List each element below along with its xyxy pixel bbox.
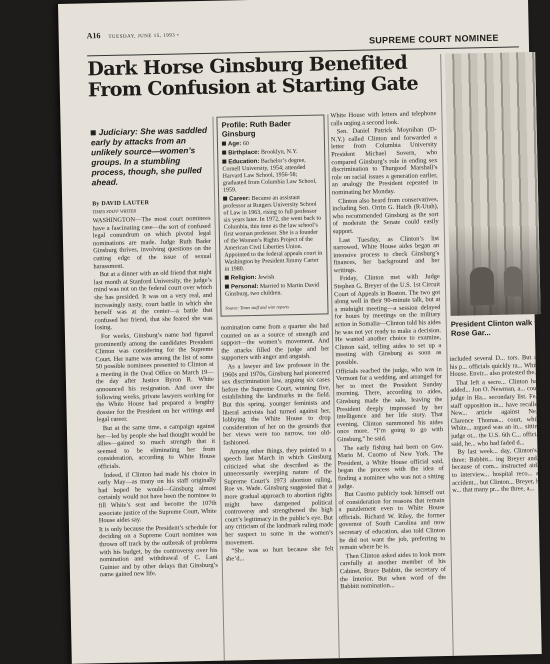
article-column-4	[449, 354, 545, 646]
section-label: SUPREME COURT NOMINEE	[368, 32, 499, 46]
byline-credit: TIMES STAFF WRITER	[92, 208, 137, 215]
profile-row	[225, 274, 323, 283]
profile-value: Married to Martin David Ginsburg, two children.	[225, 282, 320, 298]
profile-value: Brooklyn, N.Y.	[260, 149, 298, 156]
profile-row	[222, 149, 320, 158]
bullet-square-icon	[225, 276, 229, 280]
article-column-2	[221, 322, 336, 644]
profile-source: Source: Times staff and wire reports	[225, 304, 289, 311]
photo-shadow	[449, 224, 541, 316]
newspaper-page	[58, 0, 542, 664]
profile-value: Bachelor’s degree, Cornell University, 1954; attended Harvard Law School, 1956-58; graduated from Columbia Law School, 1959.	[222, 158, 317, 194]
bullet-square-icon	[222, 160, 226, 164]
profile-row	[225, 283, 323, 299]
page-number: A16	[86, 31, 101, 41]
bullet-square-icon	[222, 151, 226, 155]
headline: Dark Horse Ginsburg Benefited From Confusion at Starting Gate	[87, 51, 419, 102]
article-column-3	[330, 110, 447, 642]
profile-key: Age:	[227, 141, 242, 148]
profile-value: Became an assistant professor at Rutgers University School of Law in 1963, rising to full professor six years later. In 1972, she went back to Columbia, this time as the law school’s first woman professor. She is a founder of the Women’s Rights Project of the American Civil Liberties Union. Appointed to the federal appeals court in Washington by President Jimmy Carter in 1980.	[223, 195, 323, 273]
paragraph: But Cuomo publicly took himself out of consideration for reasons that remain a puzzlement even to White House officials. Richard W. Riley, the former governor of South Carolina and now secretary of education, also told Clinton he did not want the job, preferring to remain where he is.	[338, 489, 446, 552]
bullet-square-icon	[223, 197, 227, 201]
paragraph: Last Tuesday, as Clinton’s list narrowed, White House aides began an intensive process to check Ginsburg’s finances, her background and her writings.	[333, 234, 440, 275]
byline: By DAVID LAUTER	[92, 200, 150, 208]
paragraph: For weeks, Ginsburg’s name had figured prominently among the candidates President Clinton was considering for the Supreme Court. Her name was among the list of some 50 possible nominees presented to Clinton at a meeting in the Oval Office on March 19—the day after Justice Byron R. White announced his resignation. And over the following weeks, private lawyers working for the White House had prepared a lengthy dossier for the President on her writings and legal career.	[95, 330, 215, 424]
profile-key: Education:	[228, 159, 260, 166]
profile-row	[222, 158, 321, 195]
paragraph: White House with letters and telephone calls urging a second look.	[330, 110, 437, 127]
deck	[91, 125, 210, 187]
article-column-1	[92, 215, 219, 647]
profile-row	[223, 195, 323, 274]
paragraph: Among other things, they pointed to a speech last March in which Ginsburg criticized what she described as the unnecessarily sweeping nature of the Supreme Court’s 1973 abortion ruling, Roe vs. Wade. Ginsburg suggested that a more gradual approach to abortion rights might have dampened political controversy and strengthened the high court’s legitimacy in the public’s eye. But any criticism of the landmark ruling made her suspect to some in the women’s movement.	[223, 445, 334, 547]
bullet-square-icon	[225, 285, 229, 289]
profile-key: Religion:	[230, 275, 257, 282]
profile-box	[216, 114, 328, 316]
paragraph: Indeed, if Clinton had made his choice in early May—as many on his staff originally had hoped he would—Ginsburg almost certainly would not have been the nominee to fill White’s seat and become the 107th associate justice of the Supreme Court, White House aides say.	[97, 469, 217, 525]
profile-title: Profile: Ruth Bader Ginsburg	[221, 119, 291, 139]
profile-key: Career:	[229, 196, 251, 203]
profile-row	[222, 140, 320, 149]
photo-figure	[504, 266, 523, 296]
bullet-square-icon	[91, 130, 96, 135]
paragraph: But at a dinner with an old friend that night last month at Stanford University, the judge’s mind was not on the federal court over which she has presided. It was on a very real, and increasingly nasty, court battle in which she herself was at the center—a battle that confused her friend, that she feared she was losing.	[93, 268, 213, 332]
paragraph: By last week... day, Clinton's... three: Babbitt... ing Breyer and... because of com... instructed aid... to interview... hospital reco... an accident... but Clinton... Breyer, he w... that many pr... the three, a...	[451, 447, 543, 494]
paragraph: Sen. Daniel Patrick Moynihan (D-N.Y.) called Clinton and forwarded a letter from Columbia University President Michael Sovern, who compared Ginsburg’s role in ending sex discrimination to Thurgood Marshall’s role on racial issues a generation earlier, an analogy the President repeated in nominating her Monday.	[330, 126, 438, 197]
issue-date: TUESDAY, JUNE 15, 1993 •	[108, 33, 180, 40]
news-photo	[445, 52, 540, 316]
paragraph: WASHINGTON—The most court nominees have a fascinating case—the sort of confused legal conundrum on which pivotal legal nominations are made. Judge Ruth Bader Ginsburg thrives, involving questions on the cutting edge of the issue of sexual harassment.	[92, 214, 212, 270]
photo-caption: President Clinton walk to Rose Gar...	[450, 317, 542, 338]
bullet-square-icon	[222, 142, 226, 146]
profile-key: Birthplace:	[228, 150, 260, 157]
paragraph: As a lawyer and law professor in the 1960s and 1970s, Ginsburg had pioneered sex discrimination law, arguing six cases before the Supreme Court, winning five, establishing the landmarks in the field. But this spring, younger feminists and liberal activists had turned against her, lobbying the White House to drop consideration of her on the grounds that her views were too narrow, too old-fashioned.	[221, 361, 332, 447]
paragraph: Then Clinton asked aides to look more carefully at another member of his Cabinet, Bruce Babbitt, the secretary of the Interior. But when word of the Babbitt nomination...	[339, 550, 447, 591]
deck-text: Judiciary: She was saddled early by attacks from an unlikely source—women’s groups. In a stumbling process, though, she pulled ahead.	[90, 124, 208, 188]
profile-key: Personal:	[230, 284, 259, 291]
photo-figure	[470, 267, 495, 305]
paragraph: The early fishing had been on Gov. Mario M. Cuomo of New York. The President, a White House official said, began the process with the idea of finding a nominee who was not a sitting judge.	[337, 442, 445, 490]
paragraph: “She was so hurt because she felt she’d...	[225, 545, 334, 563]
paragraph: included several D... tors. But as his p... officials quickly ra... White House. Envir... also protested the...	[449, 353, 540, 379]
profile-value: Jewish	[257, 274, 275, 282]
paragraph: It is only because the President’s schedule for deciding on a Supreme Court nominee was thrown off track by the outbreak of problems with his budget, by the controversy over his nomination and withdrawal of C. Lani Guinier and by other delays that Ginsburg’s name gained new life.	[98, 523, 218, 579]
paragraph: Friday, Clinton met with Judge Stephen G. Breyer of the U.S. 1st Circuit Court of Appeals in Boston. The two got along well in their 90-minute talk, but at a midnight meeting—a session delayed for hours by meetings on the military action in Somalia—Clinton told his aides he was not yet ready to make a decision. He wanted another choice to examine, Clinton said, telling aides to set up a meeting with Ginsburg as soon as possible.	[333, 273, 442, 367]
paragraph: Officials reached the judge, who was in Vermont for a wedding, and arranged for her to meet the President Sunday morning. There, according to aides, Ginsburg made the sale, leaving the President deeply impressed by her intelligence and her life story. That evening, Clinton summoned his aides once more. “I’m going to go with Ginsburg,” he said.	[335, 365, 444, 444]
paragraph: nomination came from a quarter she had counted on as a source of strength and support—the women’s movement. And the attacks filled the judge and her supporters with anger and anguish.	[220, 322, 330, 363]
paragraph: Clinton also heard from conservatives, including Sen. Orrin G. Hatch (R-Utah), who recommended Ginsburg as the sort of moderate the Senate could easily support.	[332, 195, 439, 236]
profile-value: 60	[242, 141, 249, 148]
paragraph: That left a secre... Clinton had added... Jon O. Newman, a... court judge in Ha... secondary list. Fe... staff opposition in... have recalled New... article against Ne... Clarence Thomas... court, while White... argued was an in... sitting judge ot... the U.S. 6th C... official said, he... who had faded d...	[450, 377, 542, 448]
paragraph: But at the same time, a campaign against her—led by people she had thought would be allies—gained so much strength that it seemed to be eliminating her from consideration, according to White House officials.	[96, 422, 216, 471]
page-folio	[87, 29, 180, 40]
